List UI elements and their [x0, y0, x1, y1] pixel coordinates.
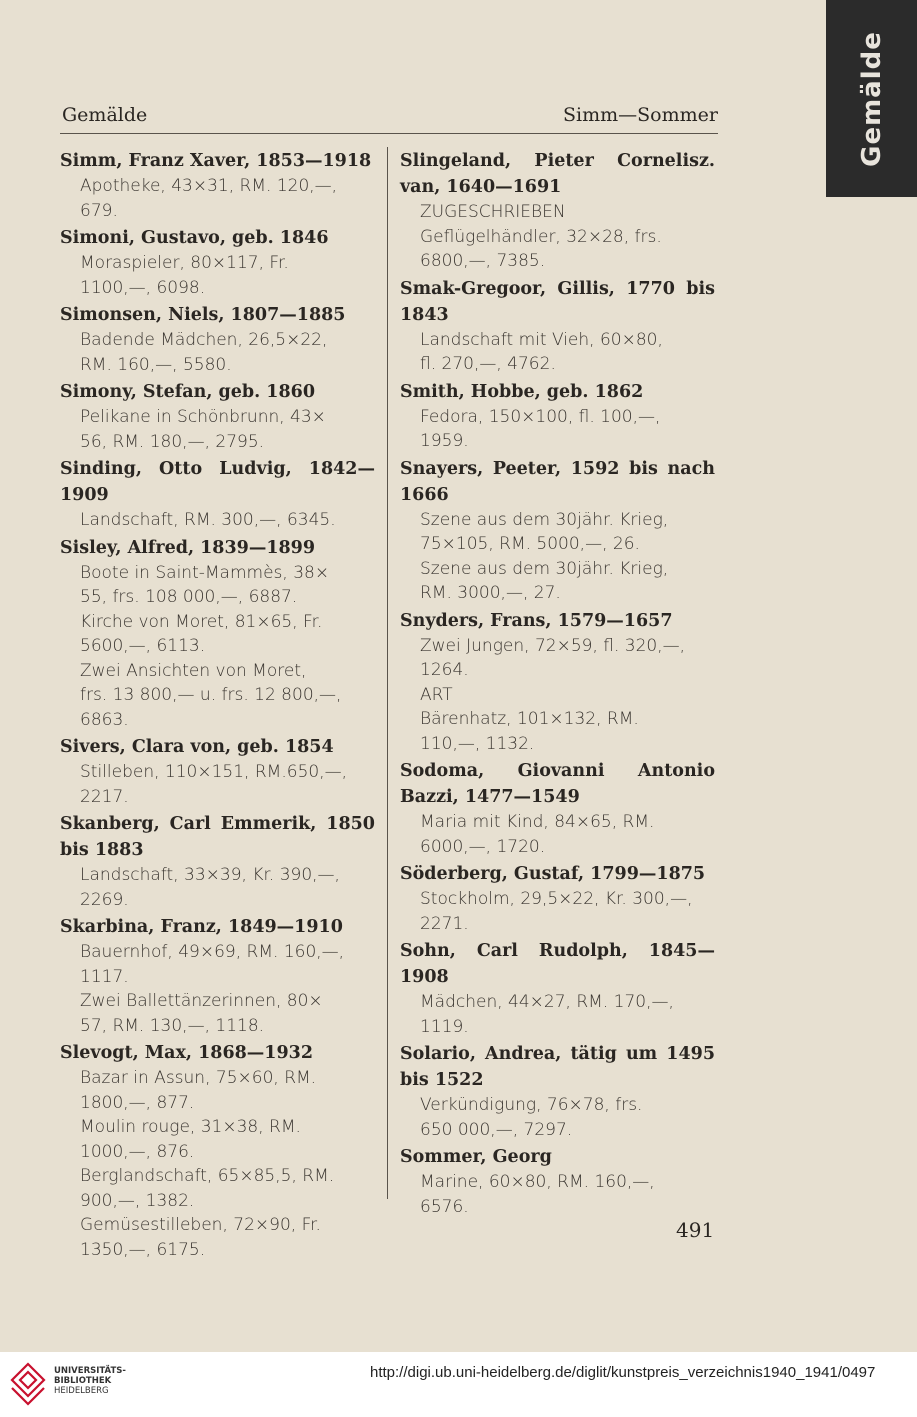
artist-name: Simony, Stefan, geb. 1860	[60, 382, 316, 402]
artwork-line: Zwei Ansichten von Moret,	[80, 660, 307, 681]
column-divider	[387, 147, 388, 1199]
library-name-line: UNIVERSITÄTS-	[54, 1366, 126, 1376]
artwork-line: Bazar in Assun, 75×60, RM.	[80, 1068, 317, 1088]
page-number: 491	[676, 1218, 715, 1242]
catalog-entry	[400, 1144, 715, 1219]
artist-name: Sinding, Otto Ludvig, 1842—1909	[60, 459, 375, 505]
running-head-right: Simm—Sommer	[563, 104, 718, 126]
catalog-entry	[60, 914, 375, 1038]
artwork-line: Zwei Jungen, 72×59, fl. 320,—,	[420, 635, 686, 656]
artist-name: Simm, Franz Xaver, 1853—1918	[60, 151, 372, 171]
artist-name: Sodoma, Giovanni Antonio Bazzi, 1477—1549	[400, 761, 715, 807]
artist-name: Snayers, Peeter, 1592 bis nach 1666	[400, 458, 715, 505]
catalog-entry	[400, 608, 715, 757]
artwork-line: RM. 160,—, 5580.	[80, 354, 232, 375]
right-column	[400, 148, 715, 1221]
artwork-line: 650 000,—, 7297.	[420, 1119, 573, 1140]
artist-name: Smak-Gregoor, Gillis, 1770 bis 1843	[400, 278, 715, 325]
artwork-line: Badende Mädchen, 26,5×22,	[80, 330, 328, 350]
artwork-line: Apotheke, 43×31, RM. 120,—,	[80, 176, 338, 196]
catalog-entry	[60, 734, 375, 809]
artwork-line: 6576.	[420, 1196, 469, 1217]
artist-name: Snyders, Frans, 1579—1657	[400, 610, 673, 631]
catalog-entry	[60, 811, 375, 912]
artwork-line: 1959.	[420, 431, 469, 451]
artwork-line: fl. 270,—, 4762.	[420, 354, 556, 374]
artwork-line: Moraspieler, 80×117, Fr.	[80, 253, 289, 273]
artwork-line: 55, frs. 108 000,—, 6887.	[80, 587, 298, 607]
viewer-footer	[0, 1352, 917, 1417]
header-rule	[60, 133, 718, 134]
artwork-line: 900,—, 1382.	[80, 1190, 195, 1211]
artwork-line: 6000,—, 1720.	[420, 836, 546, 857]
artist-name: Söderberg, Gustaf, 1799—1875	[400, 864, 706, 884]
catalog-entry	[60, 456, 375, 533]
artwork-line: Stockholm, 29,5×22, Kr. 300,—,	[420, 889, 693, 909]
artwork-line: Marine, 60×80, RM. 160,—,	[420, 1172, 655, 1192]
library-logo-icon	[8, 1360, 48, 1408]
artwork-line: Maria mit Kind, 84×65, RM.	[420, 812, 655, 832]
artwork-line: Fedora, 150×100, fl. 100,—,	[420, 406, 661, 427]
artist-name: Simoni, Gustavo, geb. 1846	[60, 228, 329, 248]
artwork-line: Berglandschaft, 65×85,5, RM.	[80, 1166, 335, 1186]
library-name	[54, 1366, 126, 1396]
artwork-line: Stilleben, 110×151, RM.650,—,	[80, 762, 348, 782]
artwork-line: 1264.	[420, 660, 469, 680]
artwork-line: 5600,—, 6113.	[80, 636, 206, 656]
catalog-entry	[400, 379, 715, 454]
artwork-line: Kirche von Moret, 81×65, Fr.	[80, 611, 323, 632]
catalog-entry	[60, 302, 375, 377]
catalog-entry	[400, 148, 715, 274]
catalog-entry	[60, 1040, 375, 1262]
catalog-entry	[60, 379, 375, 454]
artist-name: Solario, Andrea, tätig um 1495 bis 1522	[400, 1044, 715, 1090]
left-column	[60, 148, 375, 1264]
artwork-line: Szene aus dem 30jähr. Krieg,	[420, 509, 669, 530]
artwork-line: Pelikane in Schönbrunn, 43×	[80, 407, 326, 427]
artwork-line: 2269.	[80, 889, 129, 910]
artwork-line: 1117.	[80, 966, 129, 987]
artwork-line: Geflügelhändler, 32×28, frs.	[420, 226, 662, 247]
artwork-line: ART	[420, 684, 453, 705]
artwork-line: 110,—, 1132.	[420, 733, 535, 754]
artwork-line: Bauernhof, 49×69, RM. 160,—,	[80, 942, 345, 962]
artwork-line: 6863.	[80, 709, 129, 730]
library-name-line: HEIDELBERG	[54, 1386, 109, 1396]
catalog-entry	[400, 1041, 715, 1142]
artist-name: Slevogt, Max, 1868—1932	[60, 1043, 314, 1063]
artwork-line: Verkündigung, 76×78, frs.	[420, 1095, 643, 1115]
thumb-tab-label: Gemälde	[856, 30, 887, 167]
artwork-line: ZUGESCHRIEBEN	[420, 202, 566, 222]
artwork-line: 1100,—, 6098.	[80, 277, 206, 298]
catalog-entry	[60, 225, 375, 300]
artwork-line: 56, RM. 180,—, 2795.	[80, 431, 265, 452]
artist-name: Sisley, Alfred, 1839—1899	[60, 537, 316, 558]
artist-name: Sivers, Clara von, geb. 1854	[60, 737, 334, 757]
artist-name: Slingeland, Pieter Cornelisz. van, 1640—1691	[400, 151, 715, 197]
artist-name: Simonsen, Niels, 1807—1885	[60, 305, 346, 325]
catalog-entry	[400, 276, 715, 377]
catalog-entry	[400, 938, 715, 1039]
artwork-line: 1119.	[420, 1016, 469, 1037]
catalog-entry	[400, 758, 715, 859]
artwork-line: Landschaft mit Vieh, 60×80,	[420, 329, 663, 350]
artwork-line: 57, RM. 130,—, 1118.	[80, 1015, 265, 1036]
artwork-line: 1800,—, 877.	[80, 1092, 195, 1113]
artwork-line: 1350,—, 6175.	[80, 1239, 206, 1260]
artwork-line: RM. 3000,—, 27.	[420, 583, 561, 603]
catalog-entry	[400, 861, 715, 936]
artist-name: Smith, Hobbe, geb. 1862	[400, 381, 644, 402]
section-thumb-tab	[826, 0, 917, 197]
running-head-left: Gemälde	[62, 104, 148, 126]
artwork-line: Landschaft, 33×39, Kr. 390,—,	[80, 865, 340, 885]
artwork-line: 2217.	[80, 786, 129, 807]
artwork-line: 6800,—, 7385.	[420, 251, 546, 271]
artist-name: Sommer, Georg	[400, 1147, 552, 1167]
artist-name: Skanberg, Carl Emmerik, 1850 bis 1883	[60, 814, 375, 860]
artwork-line: Szene aus dem 30jähr. Krieg,	[420, 558, 669, 579]
artwork-line: 1000,—, 876.	[80, 1141, 195, 1162]
source-url[interactable]: http://digi.ub.uni-heidelberg.de/diglit/kunstpreis_verzeichnis1940_1941/0497	[370, 1364, 876, 1381]
catalog-entry	[60, 535, 375, 733]
artwork-line: frs. 13 800,— u. frs. 12 800,—,	[80, 685, 342, 705]
artwork-line: Landschaft, RM. 300,—, 6345.	[80, 510, 336, 530]
artwork-line: Moulin rouge, 31×38, RM.	[80, 1117, 301, 1137]
artwork-line: Mädchen, 44×27, RM. 170,—,	[420, 992, 674, 1012]
catalog-entry	[400, 456, 715, 606]
artist-name: Skarbina, Franz, 1849—1910	[60, 917, 343, 937]
artwork-line: Boote in Saint-Mammès, 38×	[80, 562, 330, 583]
artwork-line: Zwei Ballettänzerinnen, 80×	[80, 991, 323, 1011]
artwork-line: 75×105, RM. 5000,—, 26.	[420, 534, 640, 554]
artist-name: Sohn, Carl Rudolph, 1845—1908	[400, 941, 715, 987]
catalog-entry	[60, 148, 375, 223]
artwork-line: 679.	[80, 200, 118, 221]
artwork-line: Bärenhatz, 101×132, RM.	[420, 709, 639, 729]
artwork-line: Gemüsestilleben, 72×90, Fr.	[80, 1215, 321, 1235]
artwork-line: 2271.	[420, 913, 469, 934]
library-name-line: BIBLIOTHEK	[54, 1376, 112, 1386]
